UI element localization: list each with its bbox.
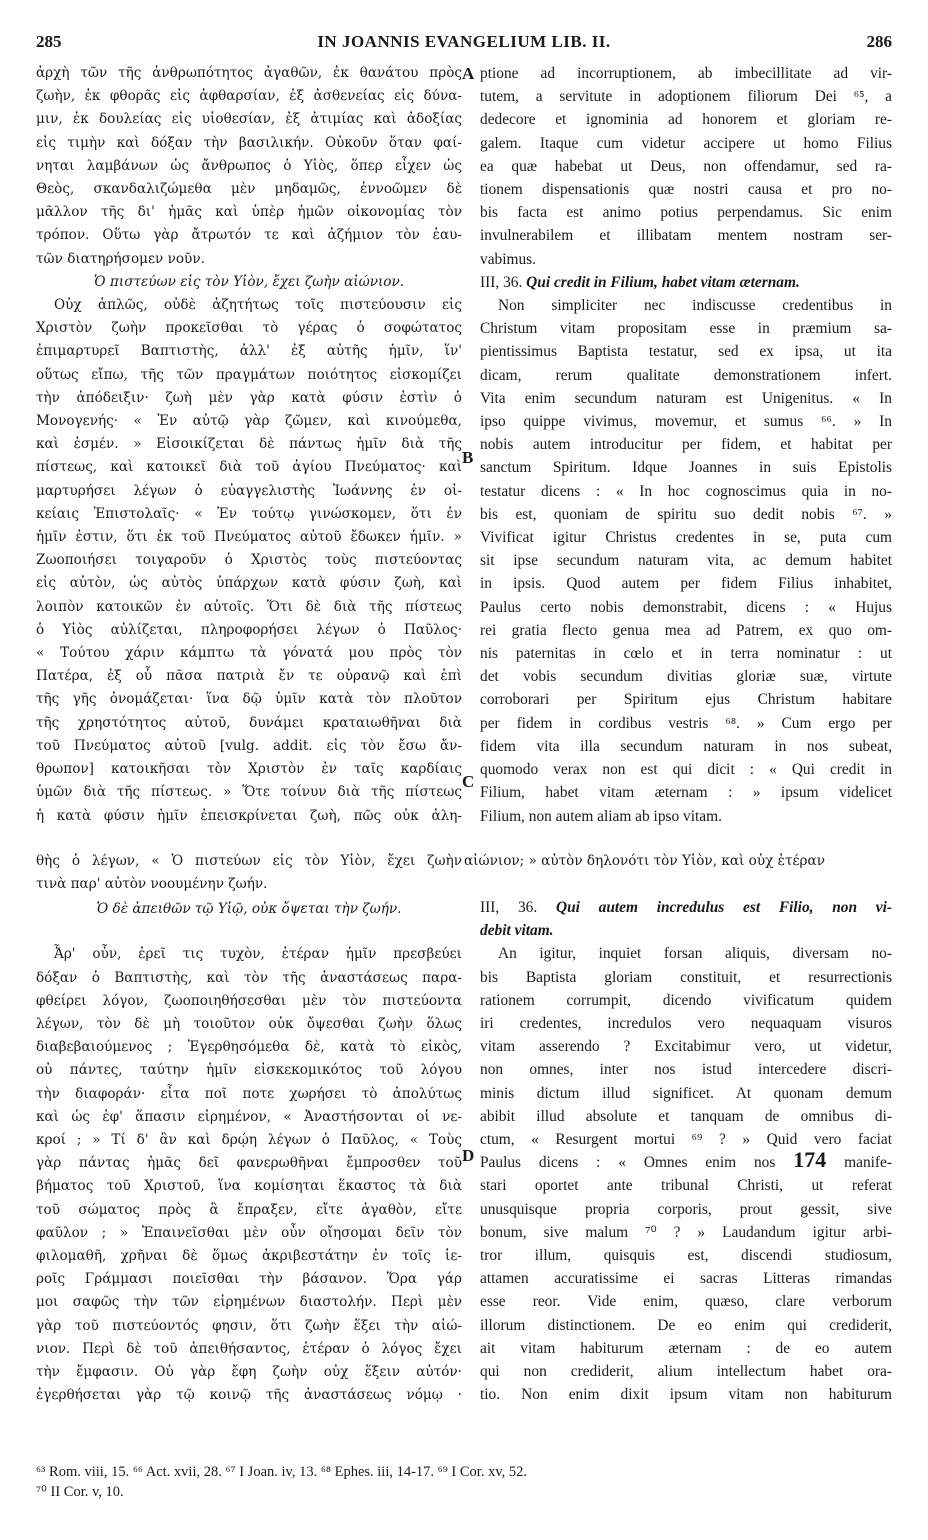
text-line: θρωπον] κατοικῆσαι τὸν Χριστὸν ἐν ταῖς καρδίαις [36,761,462,778]
text-line: dicam, rerum qualitate demonstrationem infert. [480,366,892,384]
text-line: λοιπὸν κατοικῶν ἐν αὐτοῖς. Ὅτι δὲ διὰ τῆς πίστεως [36,598,462,615]
latin-paragraph-1 [480,62,892,271]
text-line: minis dictum illud significet. At quonam demum [480,1084,892,1102]
text-line: τρόπον. Οὕτω γὰρ ἄτρωτόν τε καὶ ἀζήμιον τὸν ἑαυ- [36,227,462,244]
text-line: vitam asserendo ? Excitabimur vero, ut videtur, [480,1038,892,1056]
text-line: quomodo verax non est qui dicit : « Qui credit in [480,761,892,779]
text-line: attamen accuratissime ei sacras Litteras rimandas [480,1270,892,1288]
text-line: Paulus certo nobis demonstrabit, dicens : « Hujus [480,598,892,616]
text-line: An igitur, inquiet forsan aliquis, diversam no- [498,945,892,963]
margin-letter-c: C [462,772,475,791]
greek-paragraph-1 [36,62,462,271]
greek-paragraph-3 [36,943,462,1407]
text-line: Πατέρα, ἐξ οὗ πᾶσα πατριὰ ἔν τε οὐρανῷ καὶ ἐπὶ [36,668,462,685]
text-line: unusquisque propria corporis, prout gessit, sive [480,1200,892,1218]
text-line: Vivificat igitur Christus credentes in se, puta cum [480,529,892,547]
lemma-text: Qui credit in Filium, habet vitam æternam. [526,273,800,291]
text-line: iri credentes, incredulos vero nequaquam visuros [480,1015,892,1033]
text-line: δόξαν ὁ Βαπτιστὴς, καὶ τὸν τῆς ἀναστάσεως παρα- [36,969,462,986]
text-line: illorum distinctionem. De eo enim qui crediderit, [480,1316,892,1334]
text-line: rationem corrumpit, dicendo vivificatum quidem [480,991,892,1009]
greek-column-lower [36,873,462,1407]
lemma-text: Qui autem incredulus est Filio, non vi- [555,899,892,916]
text-line: οὕτως εἴπω, τῆς τῶν πραγμάτων ποιότητος εἰσκομίζει [36,366,462,383]
text-line: λέγων, τὸν δὲ μὴ τοιοῦτον οὐκ ὄψεσθαι ζωὴν ὅλως [36,1016,462,1033]
text-line: galem. Itaque cum videtur accipere ut homo Filius [480,134,892,152]
text-line: ἀρχὴ τῶν τῆς ἀνθρωπότητος ἀγαθῶν, ἐκ θανάτου πρὸς [36,65,462,81]
latin-paragraph-4 [480,1174,892,1406]
text-line: Filium, non autem aliam ab ipso vitam. [480,807,722,825]
text-line: ἡμῖν ἐστιν, ὅτι ἐκ τοῦ Πνεύματος αὐτοῦ ἔδωκεν ἡμῖν. » [36,529,462,546]
text-line: κείαις Ἐπιστολαῖς· « Ἐν τούτῳ γινώσκομεν, ὅτι ἐν [36,505,462,522]
latin-column-lower [480,896,892,1406]
text-line: corroborari per Spiritum ejus Christum habitare [480,691,892,709]
text-line: τῶν διατηρήσομεν νοῦν. [36,250,205,267]
latin-paragraph-2 [480,294,892,828]
text-line: nobis autem introducitur per fidem, et habitat per [480,436,892,454]
greek-lemma-heading-2: Ὁ δὲ ἀπειθῶν τῷ Υἱῷ, οὐκ ὄψεται τὴν ζωήν. [96,901,402,918]
text-line: esse reor. Vide enim, quæso, clare verborum [480,1293,892,1311]
text-line: pientissimus Baptista testatur, sed ex ipsa, ut ita [480,343,892,361]
text-line: per fidem in cordibus vestris ⁶⁸. » Cum ergo per [480,714,892,732]
text-line: vabimus. [480,250,537,268]
text-line: μιν, ἐκ δουλείας εἰς υἱοθεσίαν, ἐξ ἀτιμίας καὶ ἀδοξίας [36,111,462,128]
text-line: ζωὴν, ἐκ φθορᾶς εἰς ἀφθαρσίαν, ἐξ ἀσθενείας εἰς δύνα- [36,88,462,105]
text-line: rei gratia flecto genua mea ad Patrem, ex quo om- [480,621,892,639]
margin-letter-d: D [462,1146,475,1165]
text-line: Ἆρ' οὖν, ἐρεῖ τις τυχὸν, ἑτέραν ἡμῖν πρεσβεύει [54,946,462,963]
text-line: Filium, habet vitam æternam : » ipsum videlicet [480,784,892,802]
text-line: Θεὸς, σκανδαλιζώμεθα μὲν μηδαμῶς, ἐννοῶμεν δὲ [36,181,462,198]
footnotes [36,1462,892,1502]
page-number-right: 286 [866,32,892,51]
text-line: sanctum Spiritum. Idque Joannes in suis Epistolis [480,459,892,477]
text-line: fidem vita illa secundum naturam in nos subeat, [480,737,892,755]
text-line: testatur dicens : « In hoc cognoscimus quia in no- [480,482,892,500]
text-line: bis Baptista gloriam constituit, et resurrectionis [480,968,892,986]
margin-letter-b: B [462,448,474,467]
text-line: γὰρ πάντας ἡμᾶς δεῖ φανερωθῆναι ἔμπροσθεν τοῦ [36,1155,462,1172]
text-line: φαῦλον ; » Ἐπαινεῖσθαι μὲν οὖν οἴησομαι δεῖν τὸν [36,1224,462,1241]
text-line: ait vitam habiturum æternam : de eo autem [480,1339,892,1357]
text-line: non omnes, inter nos istud intercedere discri- [480,1061,892,1079]
text-line: οὐ πάντες, ταύτην ἡμῖν εἰσκεκομικότος τοῦ λόγου [36,1062,462,1079]
text-line: φθείρει λόγον, ζωοποιηθήσεσθαι μὲν τὸν πιστεύοντα [36,992,462,1009]
footnote-line-1: ⁶³ Rom. viii, 15. ⁶⁶ Act. xvii, 28. ⁶⁷ I Joan. iv, 13. ⁶⁸ Ephes. iii, 14-17. ⁶⁹ I Cor. xv, 52. [36,1464,528,1480]
text-line: μοι σαφῶς τὴν τῶν εἰρημένων διαστολήν. Περὶ μὲν [36,1294,462,1311]
latin-lemma-heading-1 [480,271,892,294]
spanning-line [36,850,892,873]
text-line: tionem dispensationis quæ nostri causa et pro no- [480,181,892,199]
latin-lemma-heading-2 [480,896,892,919]
text-line: ἡ κατὰ φύσιν ἡμῖν ἐπεισκρίνεται ζωὴ, πῶς οὐκ ἀλη- [36,807,462,824]
text-line: bis est, quoniam de spiritu suo dedit nobis ⁶⁷. » [480,505,892,523]
text-line: ὑμῶν διὰ τῆς πίστεως. » Ὅτε τοίνυν διὰ τῆς πίστεως [36,784,462,801]
span-greek-continuation: αἰώνιον; » αὐτὸν δηλονότι τὸν Υἱὸν, καὶ οὐχ ἑτέραν [464,853,825,869]
latin-column [480,62,892,828]
text-line: τὴν διαφοράν· εἶτα ποῖ ποτε χωρήσει τὸ ἀπολύτως [36,1085,462,1102]
text-line: tror illum, quisquis est, discendi studiosum, [480,1247,892,1265]
text-line: bonum, sive malum ⁷⁰ ? » Laudandum igitur arbi- [480,1223,892,1241]
text-line: Vita enim secundum naturam est Unigenitus. « In [480,389,892,407]
text-line: νηται λαμβάνων ὡς ἄνθρωπος ὁ Υἱὸς, ὅπερ εἶχεν ὡς [36,157,462,174]
margin-letter-a: A [462,64,475,83]
text-line: qui non crediderit, alium intellectum habet ora- [480,1363,892,1381]
latin-line-with-page-marker: Paulus dicens : « Omnes enim nos 174 manife- [480,1151,892,1174]
text-line: καὶ ἐσμέν. » Εἰσοικίζεται δὲ πάντως ἡμῖν διὰ τῆς [36,436,462,453]
lemma-text-continued: debit vitam. [480,922,554,940]
text-line: tio. Non enim dixit ipsum vitam non habiturum [480,1386,892,1404]
text-line: dedecore et ignominia ad honorem et gloriam re- [480,111,892,129]
text-line: Μονογενής· « Ἐν αὐτῷ γὰρ ζῶμεν, καὶ κινούμεθα, [36,413,462,430]
text-line: μᾶλλον τῆς δι' ἡμᾶς καὶ ὑπὲρ ἡμῶν οἰκονομίας τὸν [36,204,462,221]
greek-column [36,62,462,828]
text-line: Οὐχ ἁπλῶς, οὐδὲ ἀζητήτως τοῖς πιστεύουσιν εἰς [54,297,462,314]
text-line: ὁ Υἱὸς αὐλίζεται, πληροφορήσει λέγων ὁ Παῦλος· [36,621,462,638]
text-line: τὴν ἔμφασιν. Οὐ γὰρ ἔφη ζωὴν οὐχ ἕξειν αὐτόν· [36,1364,462,1381]
text-line: καὶ ὡς ἐφ' ἅπασιν εἰρημένον, « Ἀναστήσονται οἱ νε- [36,1108,462,1125]
text-line: ἐγερθήσεται γὰρ τῷ κοινῷ τῆς ἀναστάσεως νόμῳ · [36,1387,462,1404]
text-line: εἰς αὐτὸν, ὡς αὐτὸς ὑπάρχων κατὰ φύσιν ζωὴ, καὶ [36,575,462,592]
text-line: in ipsis. Quod autem per fidem Filius inhabitet, [480,575,892,593]
lemma-reference: III, 36. [480,273,523,291]
text-line: ea quæ habebat ut Deus, non offendamur, sed ra- [480,157,892,175]
text-line: ἐπιμαρτυρεῖ Βαπτιστὴς, ἀλλ' ἐξ αὐτῆς ἡμῖν, ἵν' [36,343,462,360]
greek-lemma-heading-1: Ὁ πιστεύων εἰς τὸν Υἱὸν, ἔχει ζωὴν αἰώνιον. [93,273,405,290]
text-line: Ζωοποιήσει τοιγαροῦν ὁ Χριστὸς τοὺς πιστεύοντας [36,552,462,569]
text-line: invulnerabilem et illibatam mentem nostram ser- [480,227,892,245]
text-line: ptione ad incorruptionem, ab imbecillitate ad vir- [480,65,892,82]
running-header [36,32,892,54]
text-line: τῆς χρηστότητος αὐτοῦ, δυνάμει κραταιωθῆναι διὰ [36,714,462,731]
latin-paragraph-3 [480,942,892,1151]
text-line: πίστεως, καὶ κατοικεῖ διὰ τοῦ ἁγίου Πνεύματος· καὶ [36,459,462,476]
text-line: νιον. Περὶ δὲ τοῦ ἀπειθήσαντος, ἑτέραν ὁ λόγος ἔχει [36,1340,462,1357]
text-line: διαβεβαιούμενος ; Ἐγερθησόμεθα δὲ, κατὰ τὸ εἰκὸς, [36,1039,462,1056]
text-line: τῆς γῆς ὀνομάζεται· ἵνα δῷ ὑμῖν κατὰ τὸν πλοῦτον [36,691,462,708]
text-line: μαρτυρήσει λέγων ὁ εὐαγγελιστὴς Ἰωάννης ἐν οἰ- [36,482,462,499]
text-line: φιλομαθῆ, χρῆναι δὲ ὅμως ἀκριβεστάτην ἐν τοῖς ἱε- [36,1248,462,1265]
greek-line: τινὰ παρ' αὐτὸν νοουμένην ζωήν. [36,876,268,892]
footnote-line-2: ⁷⁰ II Cor. v, 10. [36,1484,124,1500]
text-line: « Τούτου χάριν κάμπτω τὰ γόνατά μου πρὸς τὸν [36,645,462,662]
text-line: sit ipse secundum naturam vita, ac demum habitet [480,552,892,570]
text-line: εἰς τιμὴν καὶ δόξαν τὴν βασιλικήν. Οὐκοῦν ὅταν φαί- [36,134,462,151]
text-line: ροῖς Γράμμασι ποιεῖσθαι τὴν βάσανον. Ὅρα γάρ [36,1271,462,1288]
span-greek-part: θὴς ὁ λέγων, « Ὁ πιστεύων εἰς τὸν Υἱὸν, ἔχει ζωὴν [36,853,462,869]
text-line: Christum vitam propositam esse in præmium sa- [480,320,892,338]
text-line: bis facta est animo potius perpendamus. Sic enim [480,204,892,222]
text-line: stari oportet ante tribunal Christi, ut referat [480,1177,892,1195]
text-line: τοῦ σώματος πρὸς ἃ ἔπραξεν, εἴτε ἀγαθὸν, εἴτε [36,1201,462,1218]
text-line: tutem, a servitute in adoptionem filiorum Dei ⁶⁵, a [480,88,892,106]
text-line: κροί ; » Τί δ' ἂν καὶ δρῴη λέγων ὁ Παῦλος, « Τοὺς [36,1132,462,1149]
text-line: Χριστὸν ζωὴν προκεῖσθαι τὸ γέρας ὁ σοφώτατος [36,320,462,337]
text-line: γὰρ τοῦ πιστεύοντός φησιν, ὅτι ζωὴν ἕξει τὴν αἰώ- [36,1317,462,1334]
greek-paragraph-2 [36,294,462,828]
text-line: nis paternitas in cœlo et in terra nominatur : ut [480,645,892,663]
text-line: ctum, « Resurgent mortui ⁶⁹ ? » Quid vero faciat [480,1131,892,1149]
text-line: τὴν ἀπόδειξιν· ζωὴ μὲν γὰρ κατὰ φύσιν ἐστὶν ὁ [36,389,462,406]
edition-page-marker: 174 [793,1151,827,1173]
lemma-reference: III, 36. [480,899,538,916]
text-line: ipso quippe vivimus, movemur, et sumus ⁶⁶. » In [480,413,892,431]
running-title: IN JOANNIS EVANGELIUM LIB. II. [317,32,611,51]
text-line: βήματος τοῦ Χριστοῦ, ἵνα κομίσηται ἕκαστος τὰ διὰ [36,1178,462,1195]
text-line: τοῦ Πνεύματος αὐτοῦ [vulg. addit. εἰς τὸν ἔσω ἄν- [36,737,462,754]
page-number-left: 285 [36,32,62,51]
text-line: abibit illud absolute et tanquam de omnibus di- [480,1107,892,1125]
text-line: det vobis secundum divitias gloriæ suæ, virtute [480,668,892,686]
text-line: Non simpliciter nec indiscusse credentibus in [498,297,892,315]
